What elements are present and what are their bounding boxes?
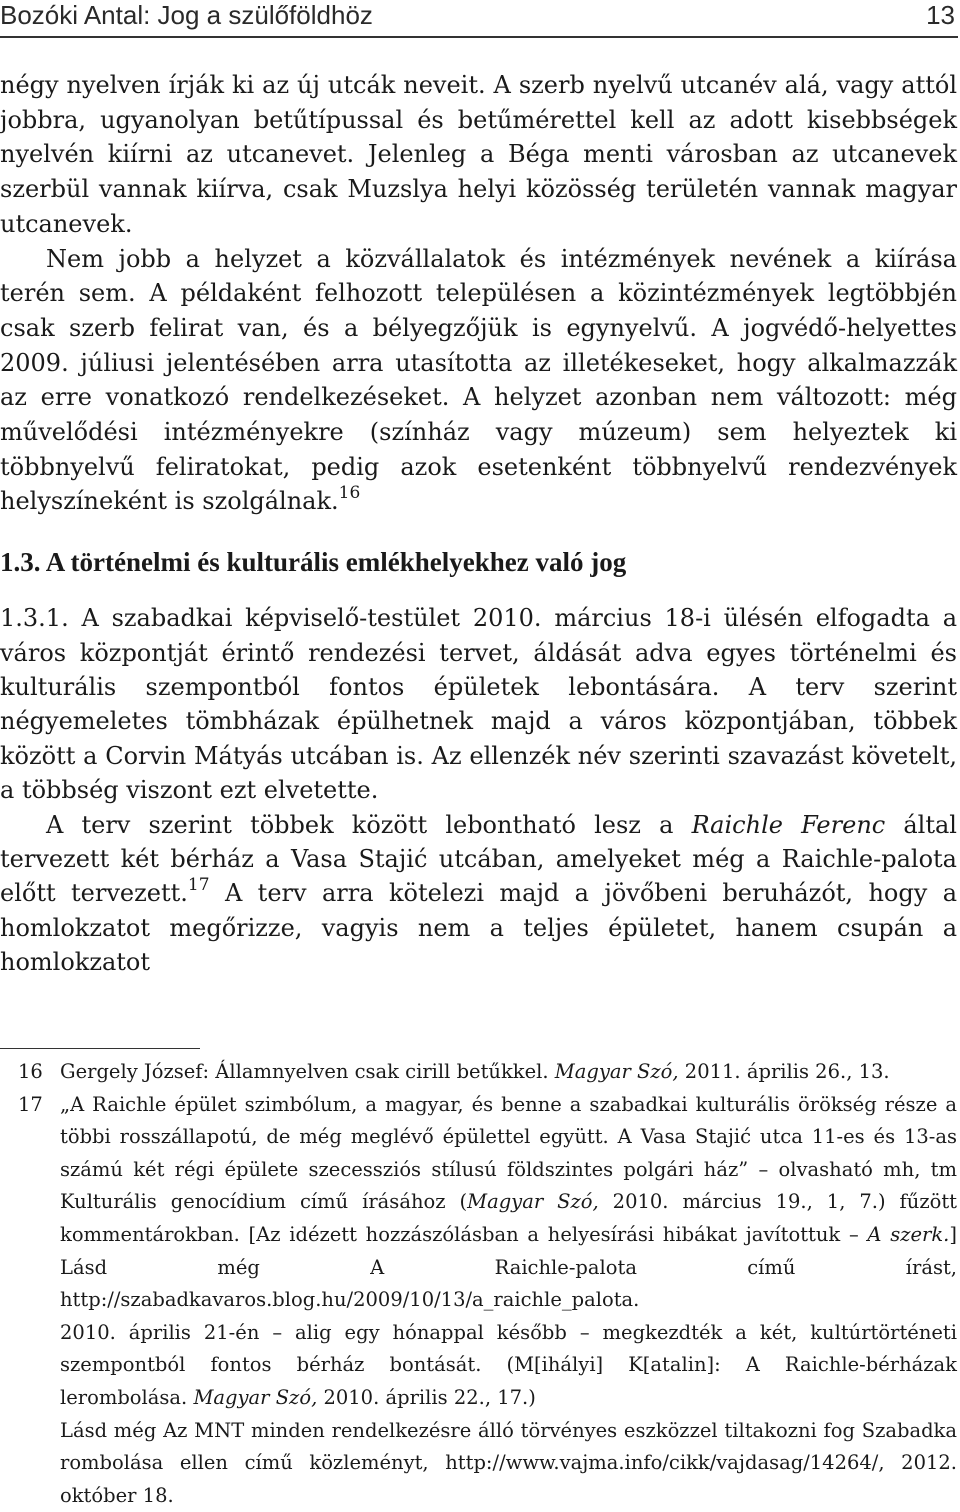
paragraph: Nem jobb a helyzet a közvállalatok és intézmények nevének a kiírása terén sem. A példaként felhozott településen a közintézmények legtöbbjén csak szerb felirat van, és a bélyegzőjük is egynyelvű. A jogvédő-helyettes 2009. júliusi jelentésében arra utasította az illetékeseket, hogy alkalmazzák az erre vonatkozó rendelkezéseket. A helyzet azonban nem változott: még művelődési intézményekre (színház vagy múzeum) sem helyeztek ki többnyelvű feliratokat, pedig azok esetenként többnyelvű rendezvények helyszíneként is szolgálnak.$^{16}$ xyxy=(0,244,957,516)
header-rule xyxy=(0,36,958,38)
paragraph: A terv szerint többek között lebontható lesz a Raichle Ferenc által tervezett két bérház a Vasa Stajić utcában, amelyeket még a Raichle-palota előtt tervezett.$^{17}$ A terv arra kötelezi majd a jövőbeni beruházót, hogy a homlokzatot megőrizze, vagyis nem a teljes épületet, hanem csupán a homlokzatot xyxy=(0,810,958,977)
footnote-number: 16 xyxy=(18,1060,43,1083)
footnote-ref-17[interactable]: 17 xyxy=(187,875,210,896)
footnote-ref-16[interactable]: 16 xyxy=(338,483,361,504)
footnote-16: 16 Gergely József: Államnyelven csak cirill betűkkel. Magyar Szó, 2011. április 26., 13. xyxy=(0,1056,957,1089)
header-title: Bozóki Antal: Jog a szülőföldhöz xyxy=(0,0,373,30)
italic-name: Raichle Ferenc xyxy=(691,810,886,839)
section-heading: 1.3. A történelmi és kulturális emlékhelyekhez való jog xyxy=(0,547,627,578)
paragraph: négy nyelven írják ki az új utcák neveit. A szerb nyelvű utcanév alá, vagy attól jobbra, ugyanolyan betűtípussal és betűmérettel kell az adott kisebbségek nyelvén kiírni az utcanevet. Jelenleg a Béga menti városban az utcanevek szerbül vannak kiírva, csak Muzslya helyi közösség területén vannak magyar utcanevek. xyxy=(0,71,957,238)
running-header xyxy=(0,0,955,34)
paragraph: 1.3.1. A szabadkai képviselő-testület 2010. március 18-i ülésén elfogadta a város központját érintő rendezési tervet, áldását adva egyes történelmi és kulturális szempontból fontos épületek lebontására. A terv szerint négyemeletes tömbházak épülhetnek majd a város központjában, többek között a Corvin Mátyás utcában is. Az ellenzék név szerinti szavazást követelt, a többség viszont ezt elvetette. xyxy=(0,604,957,805)
footnote-rule xyxy=(0,1048,200,1049)
footnote-number: 17 xyxy=(18,1092,43,1116)
footnotes xyxy=(0,1056,957,1512)
footnote-17: 17 „A Raichle épület szimbólum, a magyar, és benne a szabadkai kulturális örökség része a többi rosszállapotú, de még meglévő épülettel együtt. A Vasa Stajić utca 11-es és 13-as számú két régi épülete szecessziós stílusú földszintes polgári ház” – olvasható mh, tm Kulturális genocídium című írásához (Magyar Szó, 2010. március 19., 1, 7.) fűzött kommentárokban. [Az idézett hozzászólásban a helyesírási hibákat javítottuk – A szerk.] Lásd még A Raichle-palota című írást, http://szabadkavaros.blog.hu/2009/10/13/a_raichle_palota. 2010. április 21-én – alig egy hónappal később – megkezdték a két, kultúrtörténeti szempontból fontos bérház bontását. (M[ihályi] K[atalin]: A Raichle-bérházak lerombolása. Magyar Szó, 2010. április 22., 17.) Lásd még Az MNT minden rendelkezésre álló törvényes eszközzel tiltakozni fog Szabadka rombolása ellen című közleményt, http://www.vajma.info/cikk/vajdasag/14264/, 2012. október 18. xyxy=(0,1089,957,1512)
page-number: 13 xyxy=(926,0,955,30)
main-text xyxy=(0,68,957,980)
